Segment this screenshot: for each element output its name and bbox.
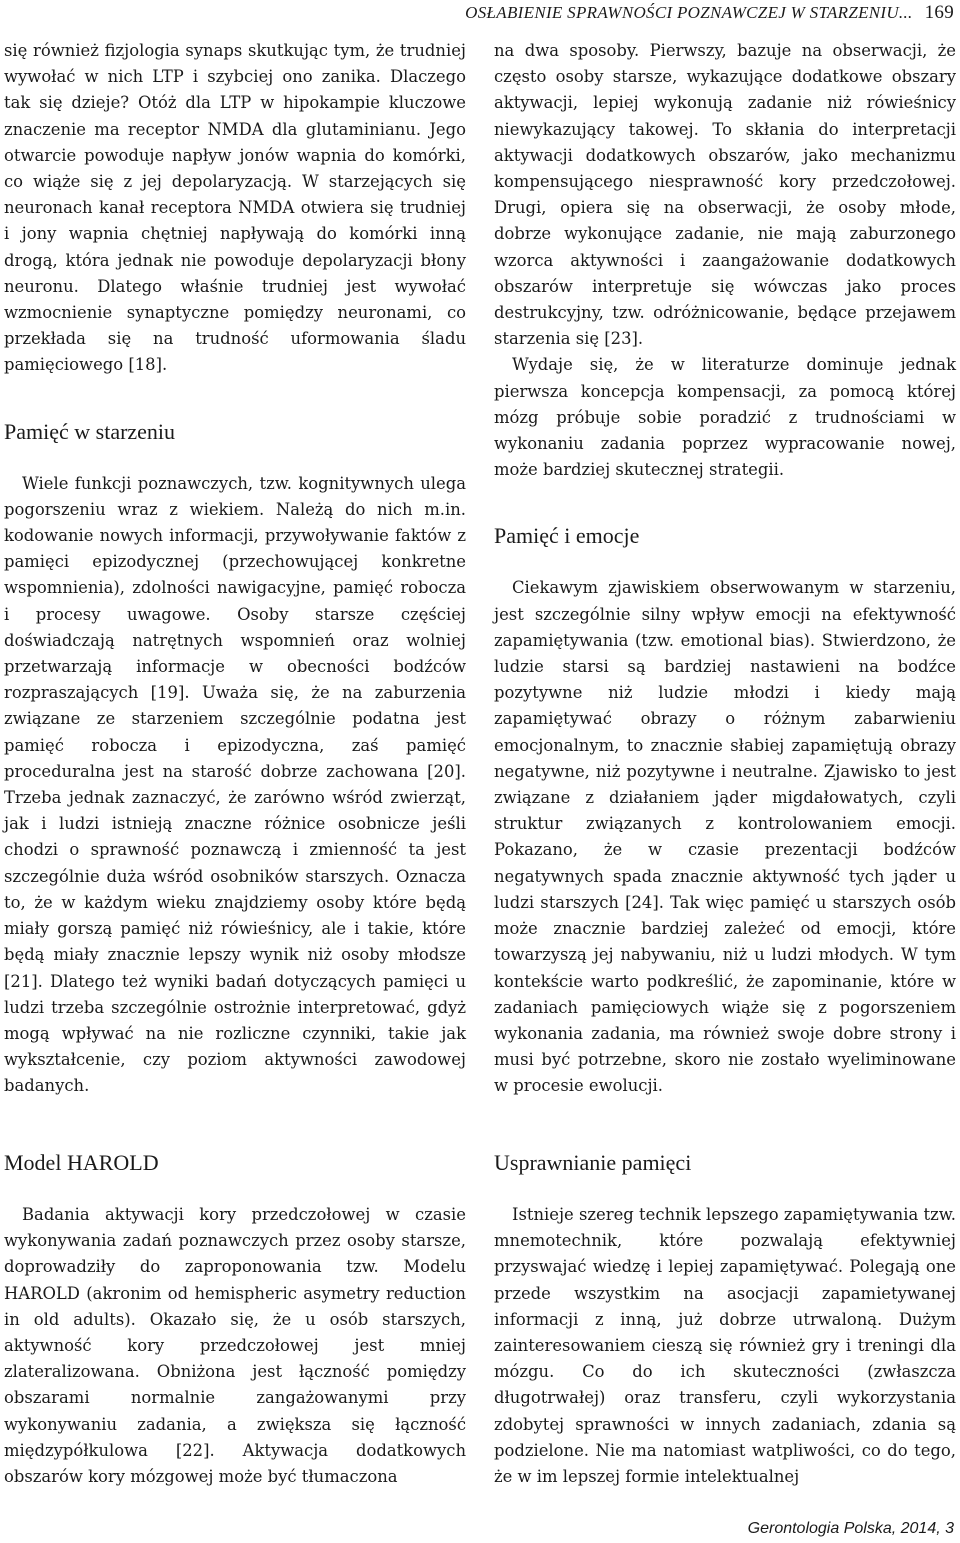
body-paragraph: Wiele funkcji poznawczych, tzw. kognitywnych ulega pogorszeniu wraz z wiekiem. Należą do nich m.in. kodowanie nowych informacji, przywoływanie faktów z pamięci epizodycznej (przechowującej konkretne wspomnienia), zdolności nawigacyjne, pamięć robocza i procesy uwagowe. Osoby starsze częściej doświadczają natrętnych wspomnień oraz wolniej przetwarzają informacje w obecności bodźców rozpraszających [19]. Uważa się, że na zaburzenia związane ze starzeniem szczególnie podatna jest pamięć robocza i epizodyczna, zaś pamięć proceduralna jest na starość dobrze zachowana [20]. Trzeba jednak zaznaczyć, że zarówno wśród zwierząt, jak i ludzi istnieją znaczne różnice osobnicze jeśli chodzi o sprawność poznawczą i zmienność ta jest szczególnie duża wśród osobników starszych. Oznacza to, że w każdym wieku znajdziemy osoby które będą miały gorszą pamięć niż rówieśnicy, ale i takie, które będą miały znacznie lepszy wynik niż osoby młodsze [21]. Dlatego też wyniki badań dotyczących pamięci u ludzi trzeba szczególnie ostrożnie interpretować, gdyż mogą wpływać na nie rozliczne czynniki, takie jak wykształcenie, czy poziom aktywności zawodowej badanych. [4, 473, 466, 1096]
body-paragraph: Wydaje się, że w literaturze dominuje jednak pierwsza koncepcja kompensacji, za pomocą której mózg próbuje sobie poradzić z trudnościami w wykonaniu zadania poprzez wypracowanie nowej, może bardziej skutecznej strategii. [494, 355, 956, 480]
left-column-bottom [4, 1150, 466, 1490]
running-header [465, 2, 954, 24]
body-paragraph: się również fizjologia synaps skutkując tym, że trudniej wywołać w nich LTP i szybciej ono zanika. Dlaczego tak się dzieje? Otóż dla LTP w hipokampie kluczowe znaczenie ma receptor NMDA dla glutaminianu. Jego otwarcie powoduje napływ jonów wapnia do komórki, co wiąże się z jej depolaryzacją. W starzejących się neuronach kanał receptora NMDA otwiera się trudniej i jony wapnia chętniej napływają do komórki inną drogą, która jednak nie powoduje depolaryzacji błony neuronu. Dlatego właśnie trudniej jest wywołać wzmocnienie synaptyczne pomiędzy neuronami, co przekłada się na trudność uformowania śladu pamięciowego [18]. [4, 41, 466, 375]
running-title: OSŁABIENIE SPRAWNOŚCI POZNAWCZEJ W STARZENIU... [465, 3, 913, 22]
left-column-top [4, 38, 466, 1100]
right-column-top [494, 38, 956, 1100]
journal-footer: Gerontologia Polska, 2014, 3 [747, 1520, 954, 1537]
body-paragraph: Ciekawym zjawiskiem obserwowanym w starzeniu, jest szczególnie silny wpływ emocji na efektywność zapamiętywania (tzw. emotional bias). Stwierdzono, że ludzie starsi są bardziej nastawieni na bodźce pozytywne niż ludzie młodzi i kiedy mają zapamiętywać obrazy o różnym zabarwieniu emocjonalnym, to znacznie słabiej zapamiętują obrazy negatywne, niż pozytywne i neutralne. Zjawisko to jest związane z działaniem jąder migdałowatych, czyli struktur związanych z kontrolowaniem emocji. Pokazano, że w czasie prezentacji bodźców negatywnych spada znacznie aktywność tych jąder u ludzi starszych [24]. Tak więc pamięć u starszych osób może znacznie bardziej zależeć od emocji, które towarzyszą jej nabywaniu, niż u ludzi młodych. W tym kontekście warto podkreślić, że zapominanie, które w zadaniach pamięciowych wiąże się z pogorszeniem wykonania zadania, ma również swoje dobre strony i musi być potrzebne, skoro nie zostało wyeliminowane w procesie ewolucji. [494, 578, 956, 1096]
section-heading-memory-in-aging: Pamięć w starzeniu [4, 418, 176, 444]
body-paragraph: Istnieje szereg technik lepszego zapamiętywania tzw. mnemotechnik, które pozwalają efektywniej przyswajać wiedzę i lepiej zapamiętywać. Polegają one przede wszystkim na asocjacji zapamietywanej informacji z inną, już dobrze utrwaloną. Dużym zainteresowaniem cieszą się również gry i treningi dla mózgu. Co do ich skuteczności (zwłaszcza długotrwałej) oraz transferu, czyli wykorzystania zdobytej sprawności w innych zadaniach, zdania są podzielone. Nie ma natomiast watpliwości, co do tego, że w im lepszej formie intelektualnej [494, 1205, 956, 1487]
body-paragraph: Badania aktywacji kory przedczołowej w czasie wykonywania zadań poznawczych przez osoby starsze, doprowadziły do zaproponowania tzw. Modelu HAROLD (akronim od hemispheric asymetry reduction in old adults). Okazało się, że u osób starszych, aktywność kory przedczołowej jest mniej zlateralizowana. Obniżona jest łączność pomiędzy obszarami normalnie zangażowanymi przy wykonywaniu zadania, a zwiększa się łączność międzypółkulowa [22]. Aktywacja dodatkowych obszarów kory mózgowej może być tłumaczona [4, 1205, 466, 1487]
page-number: 169 [924, 2, 954, 23]
section-heading-memory-and-emotions: Pamięć i emocje [494, 523, 640, 549]
section-heading-memory-improvement: Usprawnianie pamięci [494, 1150, 692, 1175]
body-paragraph: na dwa sposoby. Pierwszy, bazuje na obserwacji, że często osoby starsze, wykazujące dodatkowe obszary aktywacji, lepiej wykonują zadanie niż rówieśnicy niewykazujący takowej. To skłania do interpretacji aktywacji dodatkowych obszarów, jako mechanizmu kompensującego niesprawność kory przedczołowej. Drugi, opiera się na obserwacji, że osoby młode, dobrze wykonujące zadanie, nie mają zaburzonego wzorca aktywności i zaangażowanie dodatkowych obszarów interpretuje się wówczas jako proces destrukcyjny, tzw. odróżnicowanie, będące przejawem starzenia się [23]. [494, 41, 956, 349]
section-heading-harold-model: Model HAROLD [4, 1150, 159, 1175]
right-column-bottom [494, 1150, 956, 1490]
